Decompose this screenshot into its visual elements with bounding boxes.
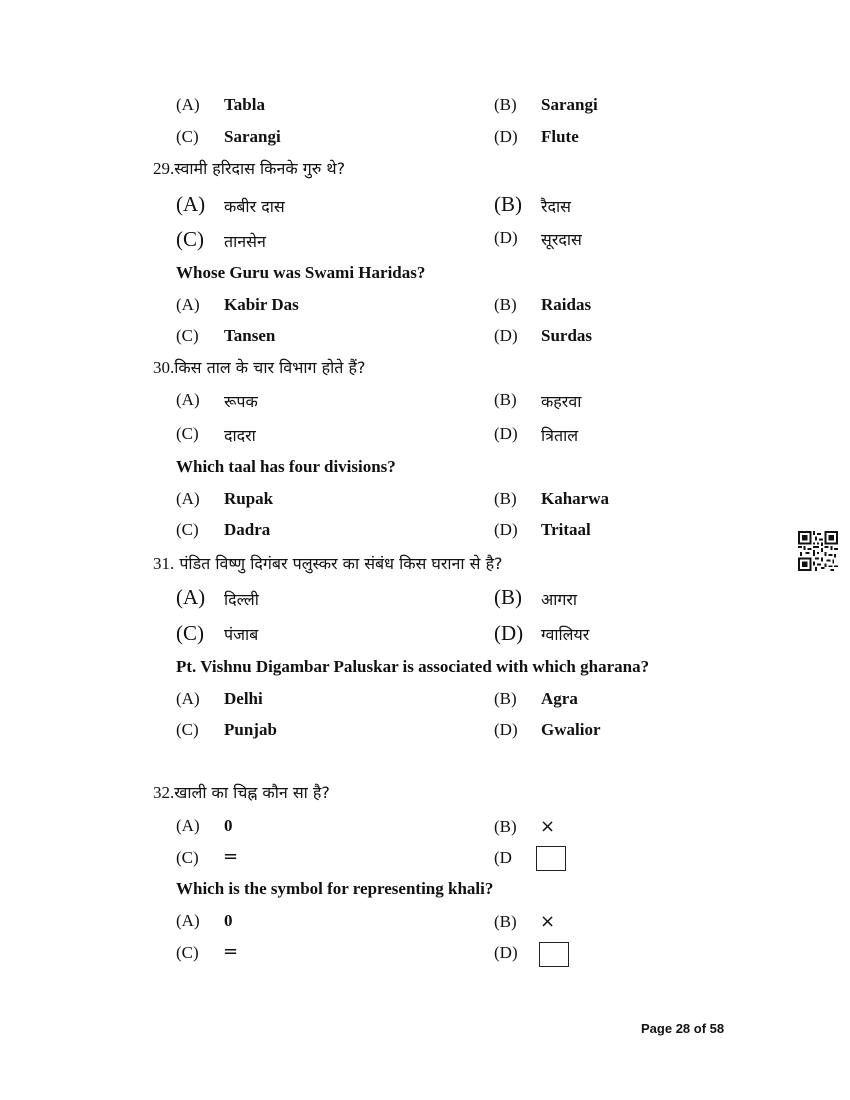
q29-hi-option-b-text: रैदास: [541, 197, 572, 216]
q31-en-option-b-label: (B): [494, 689, 517, 708]
q28-option-c-text: Sarangi: [224, 127, 281, 146]
q30-question-hi: [153, 356, 365, 378]
q32-hi-option-b-cross-symbol: ×: [540, 816, 556, 837]
q29-hi-option-a-label: (A): [176, 192, 206, 216]
q30-en-option-a-label: (A): [176, 489, 200, 508]
qr-code-icon: [798, 531, 838, 571]
q30-en-option-b-text: Kaharwa: [541, 489, 609, 508]
page-total: 58: [709, 1021, 725, 1036]
square-symbol-icon: [536, 846, 566, 871]
q31-question-hi: [153, 552, 503, 574]
q28-option-c-label: (C): [176, 127, 199, 146]
q29-en-option-a-text: Kabir Das: [224, 295, 299, 314]
q30-question-en: Which taal has four divisions?: [176, 457, 396, 476]
q32-en-option-c-equals-symbol: =: [223, 941, 239, 962]
q31-hi-option-c-label: (C): [176, 621, 204, 645]
q32-en-option-a-text: 0: [224, 911, 233, 930]
q31-en-option-c-label: (C): [176, 720, 199, 739]
page-prefix: Page: [641, 1021, 676, 1036]
q32-en-option-c-label: (C): [176, 943, 199, 962]
q28-option-d-label: (D): [494, 127, 518, 146]
q30-en-option-d-label: (D): [494, 520, 518, 539]
q31-number: 31.: [153, 554, 175, 573]
page-number: [641, 1021, 724, 1036]
q30-hi-option-b-text: कहरवा: [541, 392, 582, 411]
q29-hi-option-b-label: (B): [494, 192, 522, 216]
q32-hi-option-a-text: 0: [224, 816, 233, 835]
q30-en-option-d-text: Tritaal: [541, 520, 591, 539]
q31-hi-option-b-label: (B): [494, 585, 522, 609]
q31-en-option-d-text: Gwalior: [541, 720, 601, 739]
q30-en-option-c-label: (C): [176, 520, 199, 539]
q32-hi-option-c-equals-symbol: =: [223, 846, 239, 867]
q28-option-a-label: (A): [176, 95, 200, 114]
q31-en-option-a-text: Delhi: [224, 689, 263, 708]
q29-en-option-b-label: (B): [494, 295, 517, 314]
q32-hi-option-c-label: (C): [176, 848, 199, 867]
q31-en-option-a-label: (A): [176, 689, 200, 708]
q32-hi-option-d-label: (D: [494, 848, 512, 867]
q29-hi-option-c-text: तानसेन: [224, 232, 266, 251]
q30-hi-option-c-text: दादरा: [224, 426, 256, 445]
page-of: of: [690, 1021, 710, 1036]
q29-hi-option-d-text: सूरदास: [541, 230, 582, 249]
q32-en-option-b-label: (B): [494, 912, 517, 931]
q29-en-option-a-label: (A): [176, 295, 200, 314]
q32-number: 32.: [153, 783, 175, 802]
q31-en-option-c-text: Punjab: [224, 720, 277, 739]
q29-en-option-c-text: Tansen: [224, 326, 276, 345]
q30-question-hi-text: किस ताल के चार विभाग होते हैं?: [174, 358, 366, 377]
q29-hi-option-c-label: (C): [176, 227, 204, 251]
q32-question-hi: [153, 781, 330, 803]
q31-hi-option-a-text: दिल्ली: [224, 590, 259, 609]
q30-hi-option-d-label: (D): [494, 424, 518, 443]
q28-option-d-text: Flute: [541, 127, 579, 146]
q32-question-hi-text: खाली का चिह्न कौन सा है?: [174, 783, 330, 802]
q32-hi-option-b-label: (B): [494, 817, 517, 836]
q29-en-option-d-label: (D): [494, 326, 518, 345]
q31-en-option-d-label: (D): [494, 720, 518, 739]
q32-hi-option-a-label: (A): [176, 816, 200, 835]
q29-question-hi-text: स्वामी हरिदास किनके गुरु थे?: [174, 159, 346, 178]
q30-en-option-b-label: (B): [494, 489, 517, 508]
q28-option-b-text: Sarangi: [541, 95, 598, 114]
q32-en-option-d-label: (D): [494, 943, 518, 962]
q29-en-option-c-label: (C): [176, 326, 199, 345]
q31-hi-option-b-text: आगरा: [541, 590, 578, 609]
q28-option-a-text: Tabla: [224, 95, 265, 114]
q30-hi-option-b-label: (B): [494, 390, 517, 409]
q29-en-option-b-text: Raidas: [541, 295, 592, 314]
q30-hi-option-d-text: त्रिताल: [541, 426, 579, 445]
q30-hi-option-c-label: (C): [176, 424, 199, 443]
q29-question-en: Whose Guru was Swami Haridas?: [176, 263, 426, 282]
q30-number: 30.: [153, 358, 175, 377]
q29-question-hi: [153, 157, 345, 179]
q29-number: 29.: [153, 159, 175, 178]
square-symbol-icon: [539, 942, 569, 967]
q30-en-option-c-text: Dadra: [224, 520, 271, 539]
q30-en-option-a-text: Rupak: [224, 489, 274, 508]
q31-hi-option-c-text: पंजाब: [224, 625, 259, 644]
q31-hi-option-d-text: ग्वालियर: [541, 625, 590, 644]
q29-hi-option-a-text: कबीर दास: [224, 197, 285, 216]
q30-hi-option-a-text: रूपक: [224, 392, 258, 411]
q29-en-option-d-text: Surdas: [541, 326, 593, 345]
q31-question-hi-text: पंडित विष्णु दिगंबर पलुस्कर का संबंध किस घराना से है?: [179, 554, 503, 573]
q31-question-en: Pt. Vishnu Digambar Paluskar is associated with which gharana?: [176, 657, 650, 676]
q31-hi-option-d-label: (D): [494, 621, 524, 645]
q28-option-b-label: (B): [494, 95, 517, 114]
q32-en-option-b-cross-symbol: ×: [540, 911, 556, 932]
q31-hi-option-a-label: (A): [176, 585, 206, 609]
q32-question-en: Which is the symbol for representing khali?: [176, 879, 494, 898]
q29-hi-option-d-label: (D): [494, 228, 518, 247]
q30-hi-option-a-label: (A): [176, 390, 200, 409]
q32-en-option-a-label: (A): [176, 911, 200, 930]
q31-en-option-b-text: Agra: [541, 689, 578, 708]
page-current: 28: [675, 1021, 691, 1036]
